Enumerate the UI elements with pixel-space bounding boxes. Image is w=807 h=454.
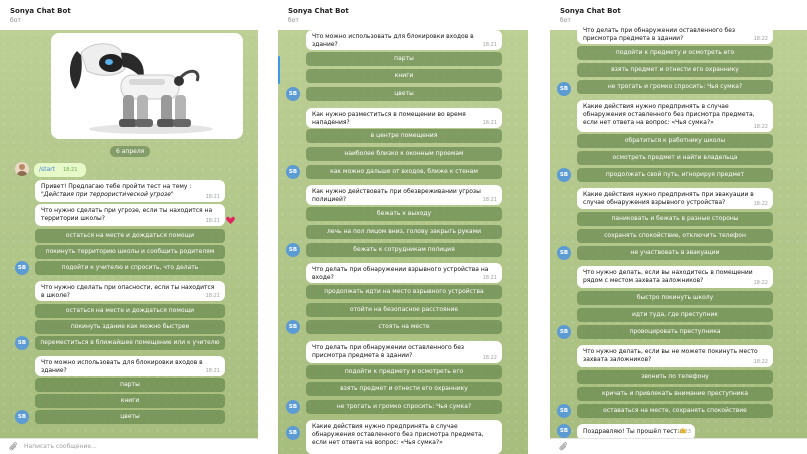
bot-avatar[interactable]: SB (286, 87, 300, 101)
answer-button[interactable]: осмотреть предмет и найти владельца (577, 151, 773, 165)
message-input[interactable]: Написать сообщение... (24, 443, 97, 450)
answer-button[interactable]: наиболее близко к оконным проемам (306, 147, 502, 161)
answer-button[interactable]: не трогать и громко спросить: Чья сумка? (306, 400, 502, 414)
answer-button[interactable]: переместиться в ближайшее помещение или к учителю (35, 336, 225, 350)
bot-message-question: Что нужно делать, если вы находитесь в помещении рядом с местом захвата заложников? 18:22 (577, 266, 773, 288)
bot-message-question: Что делать при обнаружении оставленного без присмотра предмета в здании? 18:22 (306, 341, 502, 363)
bot-message-intro: Привет! Предлагаю тебе пройти тест на тему : "Действия при террористической угрозе" 18:21 (35, 180, 225, 202)
bot-message-question: Что можно использовать для блокировки входов в здание? 18:21 (306, 30, 502, 50)
bot-avatar[interactable]: SB (286, 165, 300, 179)
answer-button[interactable]: отойти на безопасное расстояние (306, 303, 502, 317)
message-time: 18:21 (205, 218, 220, 224)
chat-panel-3 (550, 0, 807, 454)
bot-avatar[interactable]: SB (286, 243, 300, 257)
bot-message-question: Какие действия нужно предпринять при эвакуации в случае обнаружения взрывного устройства? 18:22 (577, 188, 773, 209)
answer-button[interactable]: оставаться на месте, сохранять спокойствие (577, 404, 773, 418)
bot-message-question: Что делать при обнаружении оставленного без присмотра предмета в здании? 18:22 (577, 24, 773, 44)
user-avatar-icon (15, 162, 29, 176)
question-text: Что можно использовать для блокировки входов в здание? (41, 359, 203, 374)
user-avatar[interactable] (15, 162, 29, 176)
answer-button[interactable]: продолжать идти на место взрывного устройства (306, 285, 502, 299)
chat-subtitle: бот (560, 17, 571, 24)
date-separator: 6 апреля (110, 146, 150, 157)
answer-button[interactable]: быстро покинуть школу (577, 291, 773, 305)
chat-subtitle: бот (288, 17, 299, 24)
chat-title: Sonya Chat Bot (560, 7, 621, 15)
bot-message-question: Что делать при обнаружении взрывного устройства на входе? 18:21 (306, 263, 502, 283)
answer-button[interactable]: парты (306, 52, 502, 66)
chat-header[interactable] (0, 0, 258, 30)
bot-message-question: Как нужно действовать при обезвреживании угрозы полицией? 18:21 (306, 185, 502, 205)
answer-button[interactable]: взять предмет и отнести его охраннику (577, 63, 773, 77)
chat-title: Sonya Chat Bot (288, 7, 349, 15)
robot-dog-image (51, 33, 243, 139)
bot-avatar[interactable]: SB (557, 325, 571, 339)
bot-avatar[interactable]: SB (557, 246, 571, 260)
bot-avatar[interactable]: SB (15, 336, 29, 350)
answer-button[interactable]: остаться на месте и дождаться помощи (35, 229, 225, 243)
paperclip-icon[interactable] (558, 441, 568, 452)
bot-avatar[interactable]: SB (15, 410, 29, 424)
bot-message-question: Как нужно разместиться в помещении во время нападения? 18:21 (306, 108, 502, 128)
bot-message-question (35, 204, 225, 226)
answer-button[interactable]: провоцировать преступника (577, 325, 773, 339)
bot-avatar[interactable]: SB (286, 400, 300, 414)
answer-button[interactable]: не трогать и громко спросить: Чья сумка? (577, 80, 773, 94)
intro-text: Привет! Предлагаю тебе пройти тест на тему : " (41, 183, 192, 198)
chat-header[interactable] (550, 0, 807, 26)
bot-message-question (35, 356, 225, 376)
bot-avatar[interactable]: SB (557, 424, 571, 438)
message-time: 18:21 (63, 167, 78, 173)
question-text: Что нужно сделать при опасности, если ты находится в школе? (41, 284, 215, 299)
answer-button[interactable]: сохранять спокойствие, отключить телефон (577, 229, 773, 243)
answer-button[interactable]: подойти к предмету и осмотреть его (577, 46, 773, 60)
answer-button[interactable]: звонить по телефону (577, 370, 773, 384)
answer-button[interactable]: книги (306, 69, 502, 83)
answer-button[interactable]: как можно дальше от входов, ближе к стенам (306, 165, 502, 179)
answer-button[interactable]: продолжать свой путь, игнорируя предмет (577, 168, 773, 182)
bot-avatar[interactable]: SB (557, 82, 571, 96)
message-composer[interactable] (550, 438, 807, 454)
answer-button[interactable]: не участвовать в эвакуации (577, 246, 773, 260)
answer-button[interactable]: обратиться к работнику школы (577, 134, 773, 148)
intro-topic: Действия при террористической угрозе (43, 191, 171, 198)
bot-message-final: Поздравляю! Ты прошёл тест 18:23 (577, 424, 695, 440)
robot-dog-photo[interactable] (51, 33, 243, 139)
user-start-message[interactable] (34, 163, 86, 177)
heart-reaction-icon[interactable] (226, 216, 235, 225)
answer-button[interactable]: подойти к учителю и спросить, что делать (35, 261, 225, 275)
answer-button[interactable]: бежать к сотрудникам полиция (306, 243, 502, 257)
message-time: 18:21 (205, 293, 220, 299)
paperclip-icon[interactable] (8, 441, 18, 452)
answer-button[interactable]: покинуть здание как можно быстрее (35, 320, 225, 334)
answer-button[interactable]: взять предмет и отнести его охраннику (306, 382, 502, 396)
answer-button[interactable]: в центре помещения (306, 129, 502, 143)
answer-button[interactable]: лечь на пол лицом вниз, голову закрыть руками (306, 225, 502, 239)
bot-avatar[interactable]: SB (557, 404, 571, 418)
answer-button[interactable]: идти туда, где преступник (577, 308, 773, 322)
answer-button[interactable]: паниковать и бежать в разные стороны (577, 212, 773, 226)
bot-message-question (35, 281, 225, 301)
bot-avatar[interactable]: SB (286, 320, 300, 334)
chat-header[interactable] (278, 0, 528, 30)
message-composer[interactable] (0, 438, 258, 454)
message-time: 18:21 (205, 194, 220, 200)
answer-button[interactable]: стоять на месте (306, 320, 502, 334)
start-command[interactable]: /start (39, 166, 55, 173)
answer-button[interactable]: подойти к предмету и осмотреть его (306, 365, 502, 379)
scrollbar[interactable] (278, 56, 280, 84)
answer-button[interactable]: парты (35, 378, 225, 392)
answer-button[interactable]: бежать к выходу (306, 207, 502, 221)
answer-button[interactable]: покинуть территорию школы и сообщить родителям (35, 245, 225, 259)
answer-button[interactable]: кричать и привлекать внимание преступника (577, 387, 773, 401)
bot-avatar[interactable]: SB (557, 168, 571, 182)
bot-message-question: Какие действия нужно предпринять в случае обнаружения оставленного без присмотра предмета, если нет ответа на вопрос: «Чья сумка?» (306, 420, 502, 454)
chat-subtitle: бот (10, 17, 21, 24)
chat-panel-1 (0, 0, 258, 454)
answer-button[interactable]: цветы (306, 87, 502, 101)
bot-message-question: Какие действия нужно предпринять в случае обнаружения оставленного без присмотра предмета, если нет ответа на вопрос: «Чья сумка?» 18:22 (577, 100, 773, 132)
answer-button[interactable]: книги (35, 394, 225, 408)
bot-message-question: Что нужно делать, если вы не можете покинуть место захвата заложников? 18:22 (577, 345, 773, 367)
bot-avatar[interactable]: SB (286, 426, 300, 440)
answer-button[interactable]: остаться на месте и дождаться помощи (35, 304, 225, 318)
message-time: 18:21 (205, 368, 220, 374)
answer-button[interactable]: цветы (35, 410, 225, 424)
bot-avatar[interactable]: SB (15, 261, 29, 275)
chat-title: Sonya Chat Bot (10, 7, 71, 15)
chat-panel-2 (278, 0, 528, 454)
question-text: Что нужно сделать при угрозе, если ты находится на территории школы? (41, 207, 213, 222)
